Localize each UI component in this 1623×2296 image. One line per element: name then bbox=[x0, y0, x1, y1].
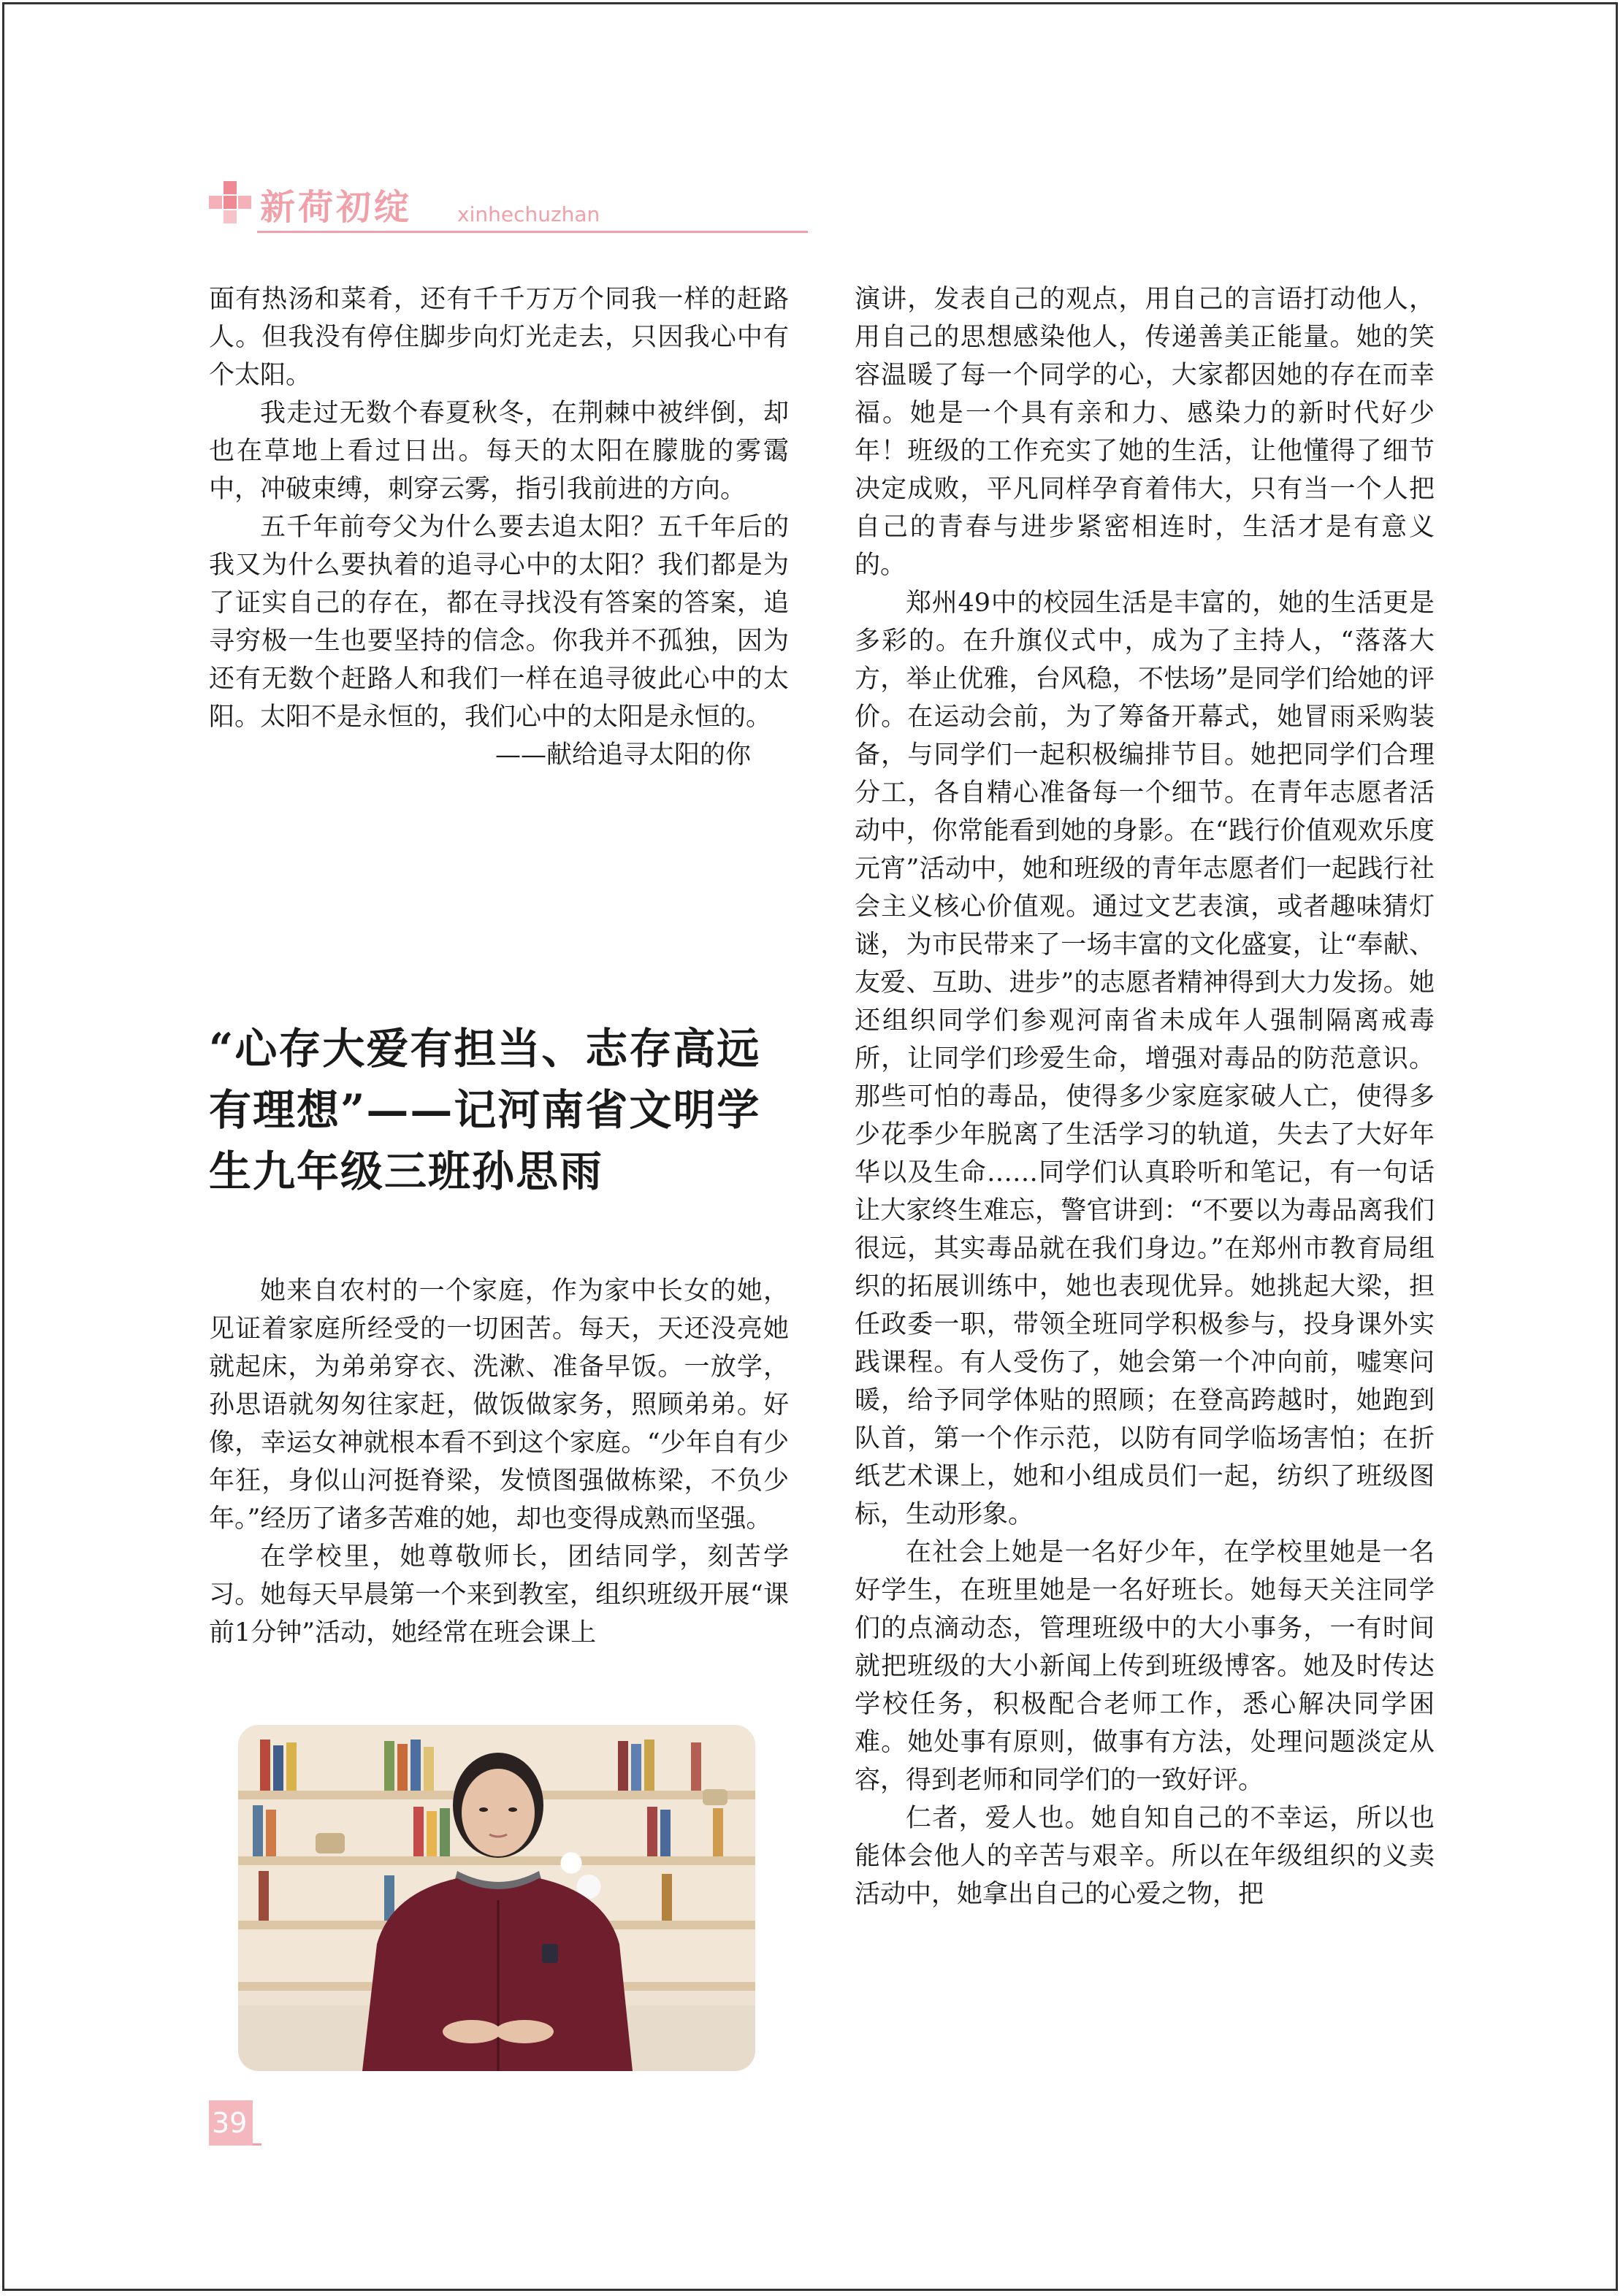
prev-article-paragraph: 面有热汤和菜肴，还有千千万万个同我一样的赶路人。但我没有停住脚步向灯光走去，只因我心中有个太阳。 bbox=[209, 285, 789, 390]
article-paragraph: 她来自农村的一个家庭，作为家中长女的她，见证着家庭所经受的一切困苦。每天，天还没亮她就起床，为弟弟穿衣、洗漱、准备早饭。一放学，孙思语就匆匆往家赶，做饭做家务，照顾弟弟。好像，幸运女神就根本看不到这个家庭。“少年自有少年狂，身似山河挺脊梁，发愤图强做栋梁，不负少年。”经历了诸多苦难的她，却也变得成熟而坚强。 bbox=[209, 1277, 789, 1534]
prev-article-signature: ——献给追寻太阳的你 bbox=[494, 741, 751, 770]
article-paragraph: 演讲，发表自己的观点，用自己的言语打动他人，用自己的思想感染他人，传递善美正能量。她的笑容温暖了每一个同学的心，大家都因她的存在而幸福。她是一个具有亲和力、感染力的新时代好少年！班级的工作充实了她的生活，让他懂得了细节决定成败，平凡同样孕育着伟大，只有当一个人把自己的青春与进步紧密相连时，生活才是有意义的。 bbox=[855, 285, 1435, 580]
article-body-left bbox=[209, 1272, 789, 1652]
prev-article-paragraph: 五千年前夸父为什么要去追太阳？五千年后的我又为什么要执着的追寻心中的太阳？我们都是为了证实自己的存在，都在寻找没有答案的答案，追寻穷极一生也要坚持的信念。你我并不孤独，因为还有无数个赶路人和我们一样在追寻彼此心中的太阳。太阳不是永恒的，我们心中的太阳是永恒的。 bbox=[209, 513, 789, 732]
page-number: 39 bbox=[212, 2107, 248, 2139]
student-photo bbox=[238, 1725, 755, 2071]
article-paragraph: 郑州49中的校园生活是丰富的，她的生活更是多彩的。在升旗仪式中，成为了主持人，“落落大方，举止优雅，台风稳，不怯场”是同学们给她的评价。在运动会前，为了筹备开幕式，她冒雨采购装备，与同学们一起积极编排节目。她把同学们合理分工，各自精心准备每一个细节。在青年志愿者活动中，你常能看到她的身影。在“践行价值观欢乐度元宵”活动中，她和班级的青年志愿者们一起践行社会主义核心价值观。通过文艺表演，或者趣味猜灯谜，为市民带来了一场丰富的文化盛宴，让“奉献、友爱、互助、进步”的志愿者精神得到大力发扬。她还组织同学们参观河南省未成年人强制隔离戒毒所，让同学们珍爱生命，增强对毒品的防范意识。那些可怕的毒品，使得多少家庭家破人亡，使得多少花季少年脱离了生活学习的轨道，失去了大好年华以及生命……同学们认真聆听和笔记，有一句话让大家终生难忘，警官讲到：“不要以为毒品离我们很远，其实毒品就在我们身边。”在郑州市教育局组织的拓展训练中，她也表现优异。她挑起大梁，担任政委一职，带领全班同学积极参与，投身课外实践课程。有人受伤了，她会第一个冲向前，嘘寒问暖，给予同学体贴的照顾；在登高跨越时，她跑到队首，第一个作示范，以防有同学临场害怕；在折纸艺术课上，她和小组成员们一起，纺织了班级图标，生动形象。 bbox=[855, 589, 1435, 1529]
article-title: “心存大爱有担当、志存高远有理想”——记河南省文明学生九年级三班孙思雨 bbox=[209, 1024, 761, 1196]
article-paragraph: 在学校里，她尊敬师长，团结同学，刻苦学习。她每天早晨第一个来到教室，组织班级开展“课前1分钟”活动，她经常在班会课上 bbox=[209, 1542, 789, 1648]
student-figure bbox=[238, 1725, 755, 2071]
prev-article-paragraph: 我走过无数个春夏秋冬，在荆棘中被绊倒，却也在草地上看过日出。每天的太阳在朦胧的雾霭中，冲破束缚，刺穿云雾，指引我前进的方向。 bbox=[209, 399, 789, 504]
section-pinyin: xinhechuzhan bbox=[457, 202, 600, 226]
header-divider bbox=[257, 231, 808, 233]
prev-article bbox=[209, 280, 789, 774]
article-paragraph: 在社会上她是一名好少年，在学校里她是一名好学生，在班里她是一名好班长。她每天关注同学们的点滴动态，管理班级中的大小事务，一有时间就把班级的大小新闻上传到班级博客。她及时传达学校任务，积极配合老师工作，悉心解决同学困难。她处事有原则，做事有方法，处理问题淡定从容，得到老师和同学们的一致好评。 bbox=[855, 1538, 1435, 1795]
section-header bbox=[209, 181, 808, 234]
article-body-right bbox=[855, 280, 1435, 1913]
section-title: 新荷初绽 bbox=[260, 187, 413, 228]
page-number-rule bbox=[253, 2143, 261, 2146]
section-logo-icon bbox=[209, 181, 253, 234]
article-paragraph: 仁者，爱人也。她自知自己的不幸运，所以也能体会他人的辛苦与艰辛。所以在年级组织的义卖活动中，她拿出自己的心爱之物，把 bbox=[855, 1804, 1435, 1909]
page-number-box bbox=[209, 2100, 253, 2146]
